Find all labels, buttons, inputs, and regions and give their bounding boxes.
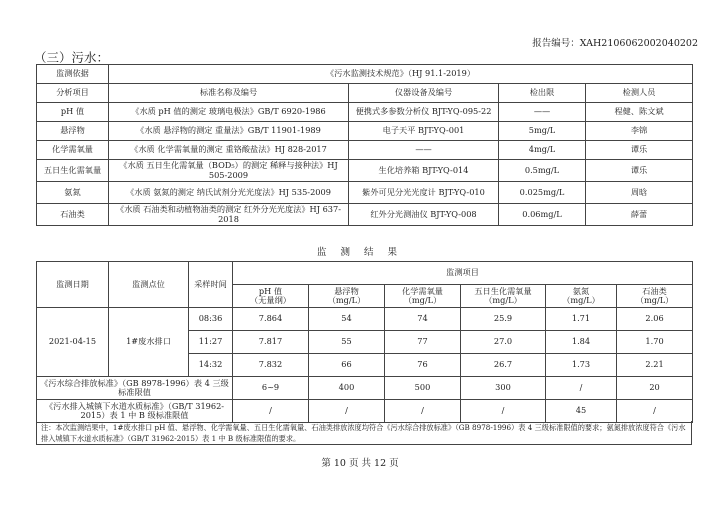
header-point: 监测点位 (109, 262, 189, 308)
result-value: 55 (309, 331, 385, 354)
limit-value: 6~9 (233, 377, 309, 400)
result-value: 77 (385, 331, 461, 354)
method-instrument: —— (349, 141, 499, 160)
method-limit: 0.025mg/L (499, 182, 586, 204)
result-value: 76 (385, 354, 461, 377)
limit-value: / (461, 400, 546, 423)
limit-value: / (617, 400, 693, 423)
method-row (37, 141, 693, 160)
header-date: 监测日期 (37, 262, 109, 308)
method-limit: 4mg/L (499, 141, 586, 160)
column-cod: 化学需氧量 （mg/L） (385, 285, 461, 308)
result-date: 2021-04-15 (37, 308, 109, 377)
result-value: 74 (385, 308, 461, 331)
method-instrument: 红外分光测油仪 BJT-YQ-008 (349, 204, 499, 226)
column-ss: 悬浮物 （mg/L） (309, 285, 385, 308)
method-header-row (37, 84, 693, 103)
method-row (37, 160, 693, 182)
limit-label: 《污水排入城镇下水道水质标准》（GB/T 31962-2015）表 1 中 B 级标准限值 (37, 400, 233, 423)
method-standard: 《水质 五日生化需氧量（BOD₅）的测定 稀释与接种法》HJ 505-2009 (109, 160, 349, 182)
result-time: 08:36 (189, 308, 233, 331)
result-value: 26.7 (461, 354, 546, 377)
method-limit: 0.06mg/L (499, 204, 586, 226)
header-standard: 标准名称及编号 (109, 84, 349, 103)
header-instrument: 仪器设备及编号 (349, 84, 499, 103)
method-limit: —— (499, 103, 586, 122)
result-value: 7.864 (233, 308, 309, 331)
result-value: 54 (309, 308, 385, 331)
result-value: 2.21 (617, 354, 693, 377)
result-value: 1.73 (546, 354, 617, 377)
limit-row (37, 400, 693, 423)
header-time: 采样时间 (189, 262, 233, 308)
header-items: 监测项目 (233, 262, 693, 285)
column-oil: 石油类 （mg/L） (617, 285, 693, 308)
header-item: 分析项目 (37, 84, 109, 103)
column-bod: 五日生化需氧量 （mg/L） (461, 285, 546, 308)
method-limit: 5mg/L (499, 122, 586, 141)
method-item: 化学需氧量 (37, 141, 109, 160)
method-item: 石油类 (37, 204, 109, 226)
method-staff: 李锦 (586, 122, 693, 141)
result-value: 7.817 (233, 331, 309, 354)
results-note: 注：本次监测结果中，1#废水排口 pH 值、悬浮物、化学需氧量、五日生化需氧量、石油类排放浓度均符合《污水综合排放标准》（GB 8978-1996）表 4 三级标准限值的要求；氨氮排放浓度符合《污水排入城镇下水道水质标准》（GB/T 31962-2015）表 1 中 B 级标准限值的要求。 (36, 421, 692, 445)
method-staff: 程健、陈文斌 (586, 103, 693, 122)
method-standard: 《水质 化学需氧量的测定 重铬酸盐法》HJ 828-2017 (109, 141, 349, 160)
result-value: 7.832 (233, 354, 309, 377)
column-ammonia: 氨氮 （mg/L） (546, 285, 617, 308)
method-instrument: 紫外可见分光光度计 BJT-YQ-010 (349, 182, 499, 204)
method-staff: 周晗 (586, 182, 693, 204)
report-number: 报告编号：XAH2106062002040202 (532, 38, 698, 49)
result-time: 11:27 (189, 331, 233, 354)
limit-row (37, 377, 693, 400)
limit-value: 400 (309, 377, 385, 400)
result-value: 1.70 (617, 331, 693, 354)
method-standard: 《水质 石油类和动植物油类的测定 红外分光光度法》HJ 637-2018 (109, 204, 349, 226)
method-standard: 《水质 pH 值的测定 玻璃电极法》GB/T 6920-1986 (109, 103, 349, 122)
result-value: 1.84 (546, 331, 617, 354)
method-staff: 薛蕾 (586, 204, 693, 226)
method-item: 悬浮物 (37, 122, 109, 141)
limit-value: / (385, 400, 461, 423)
limit-value: 20 (617, 377, 693, 400)
method-row (37, 103, 693, 122)
limit-value: 45 (546, 400, 617, 423)
section-title: （三）污水： (34, 50, 110, 65)
method-staff: 谭乐 (586, 141, 693, 160)
result-value: 1.71 (546, 308, 617, 331)
basis-value: 《污水监测技术规范》（HJ 91.1-2019） (109, 65, 693, 84)
method-instrument: 便携式多参数分析仪 BJT-YQ-095-22 (349, 103, 499, 122)
basis-row (37, 65, 693, 84)
result-point: 1#废水排口 (109, 308, 189, 377)
method-item: 五日生化需氧量 (37, 160, 109, 182)
result-value: 25.9 (461, 308, 546, 331)
header-limit: 检出限 (499, 84, 586, 103)
limit-value: / (546, 377, 617, 400)
method-staff: 谭乐 (586, 160, 693, 182)
method-row (37, 122, 693, 141)
column-ph: pH 值 （无量纲） (233, 285, 309, 308)
method-instrument: 电子天平 BJT-YQ-001 (349, 122, 499, 141)
limit-value: 500 (385, 377, 461, 400)
method-item: pH 值 (37, 103, 109, 122)
result-time: 14:32 (189, 354, 233, 377)
limit-value: 300 (461, 377, 546, 400)
result-value: 2.06 (617, 308, 693, 331)
results-row (37, 308, 693, 331)
results-header-row (37, 262, 693, 285)
result-value: 27.0 (461, 331, 546, 354)
results-title: 监测结果 (316, 247, 411, 258)
limit-label: 《污水综合排放标准》（GB 8978-1996）表 4 三级标准限值 (37, 377, 233, 400)
method-row (37, 204, 693, 226)
method-standard: 《水质 悬浮物的测定 重量法》GB/T 11901-1989 (109, 122, 349, 141)
method-standard: 《水质 氨氮的测定 纳氏试剂分光光度法》HJ 535-2009 (109, 182, 349, 204)
limit-value: / (309, 400, 385, 423)
method-limit: 0.5mg/L (499, 160, 586, 182)
method-table (36, 64, 693, 226)
page-number: 第 10 页 共 12 页 (321, 458, 399, 469)
limit-value: / (233, 400, 309, 423)
result-value: 66 (309, 354, 385, 377)
header-staff: 检测人员 (586, 84, 693, 103)
basis-label: 监测依据 (37, 65, 109, 84)
method-item: 氨氮 (37, 182, 109, 204)
results-table (36, 261, 693, 423)
method-instrument: 生化培养箱 BJT-YQ-014 (349, 160, 499, 182)
method-row (37, 182, 693, 204)
